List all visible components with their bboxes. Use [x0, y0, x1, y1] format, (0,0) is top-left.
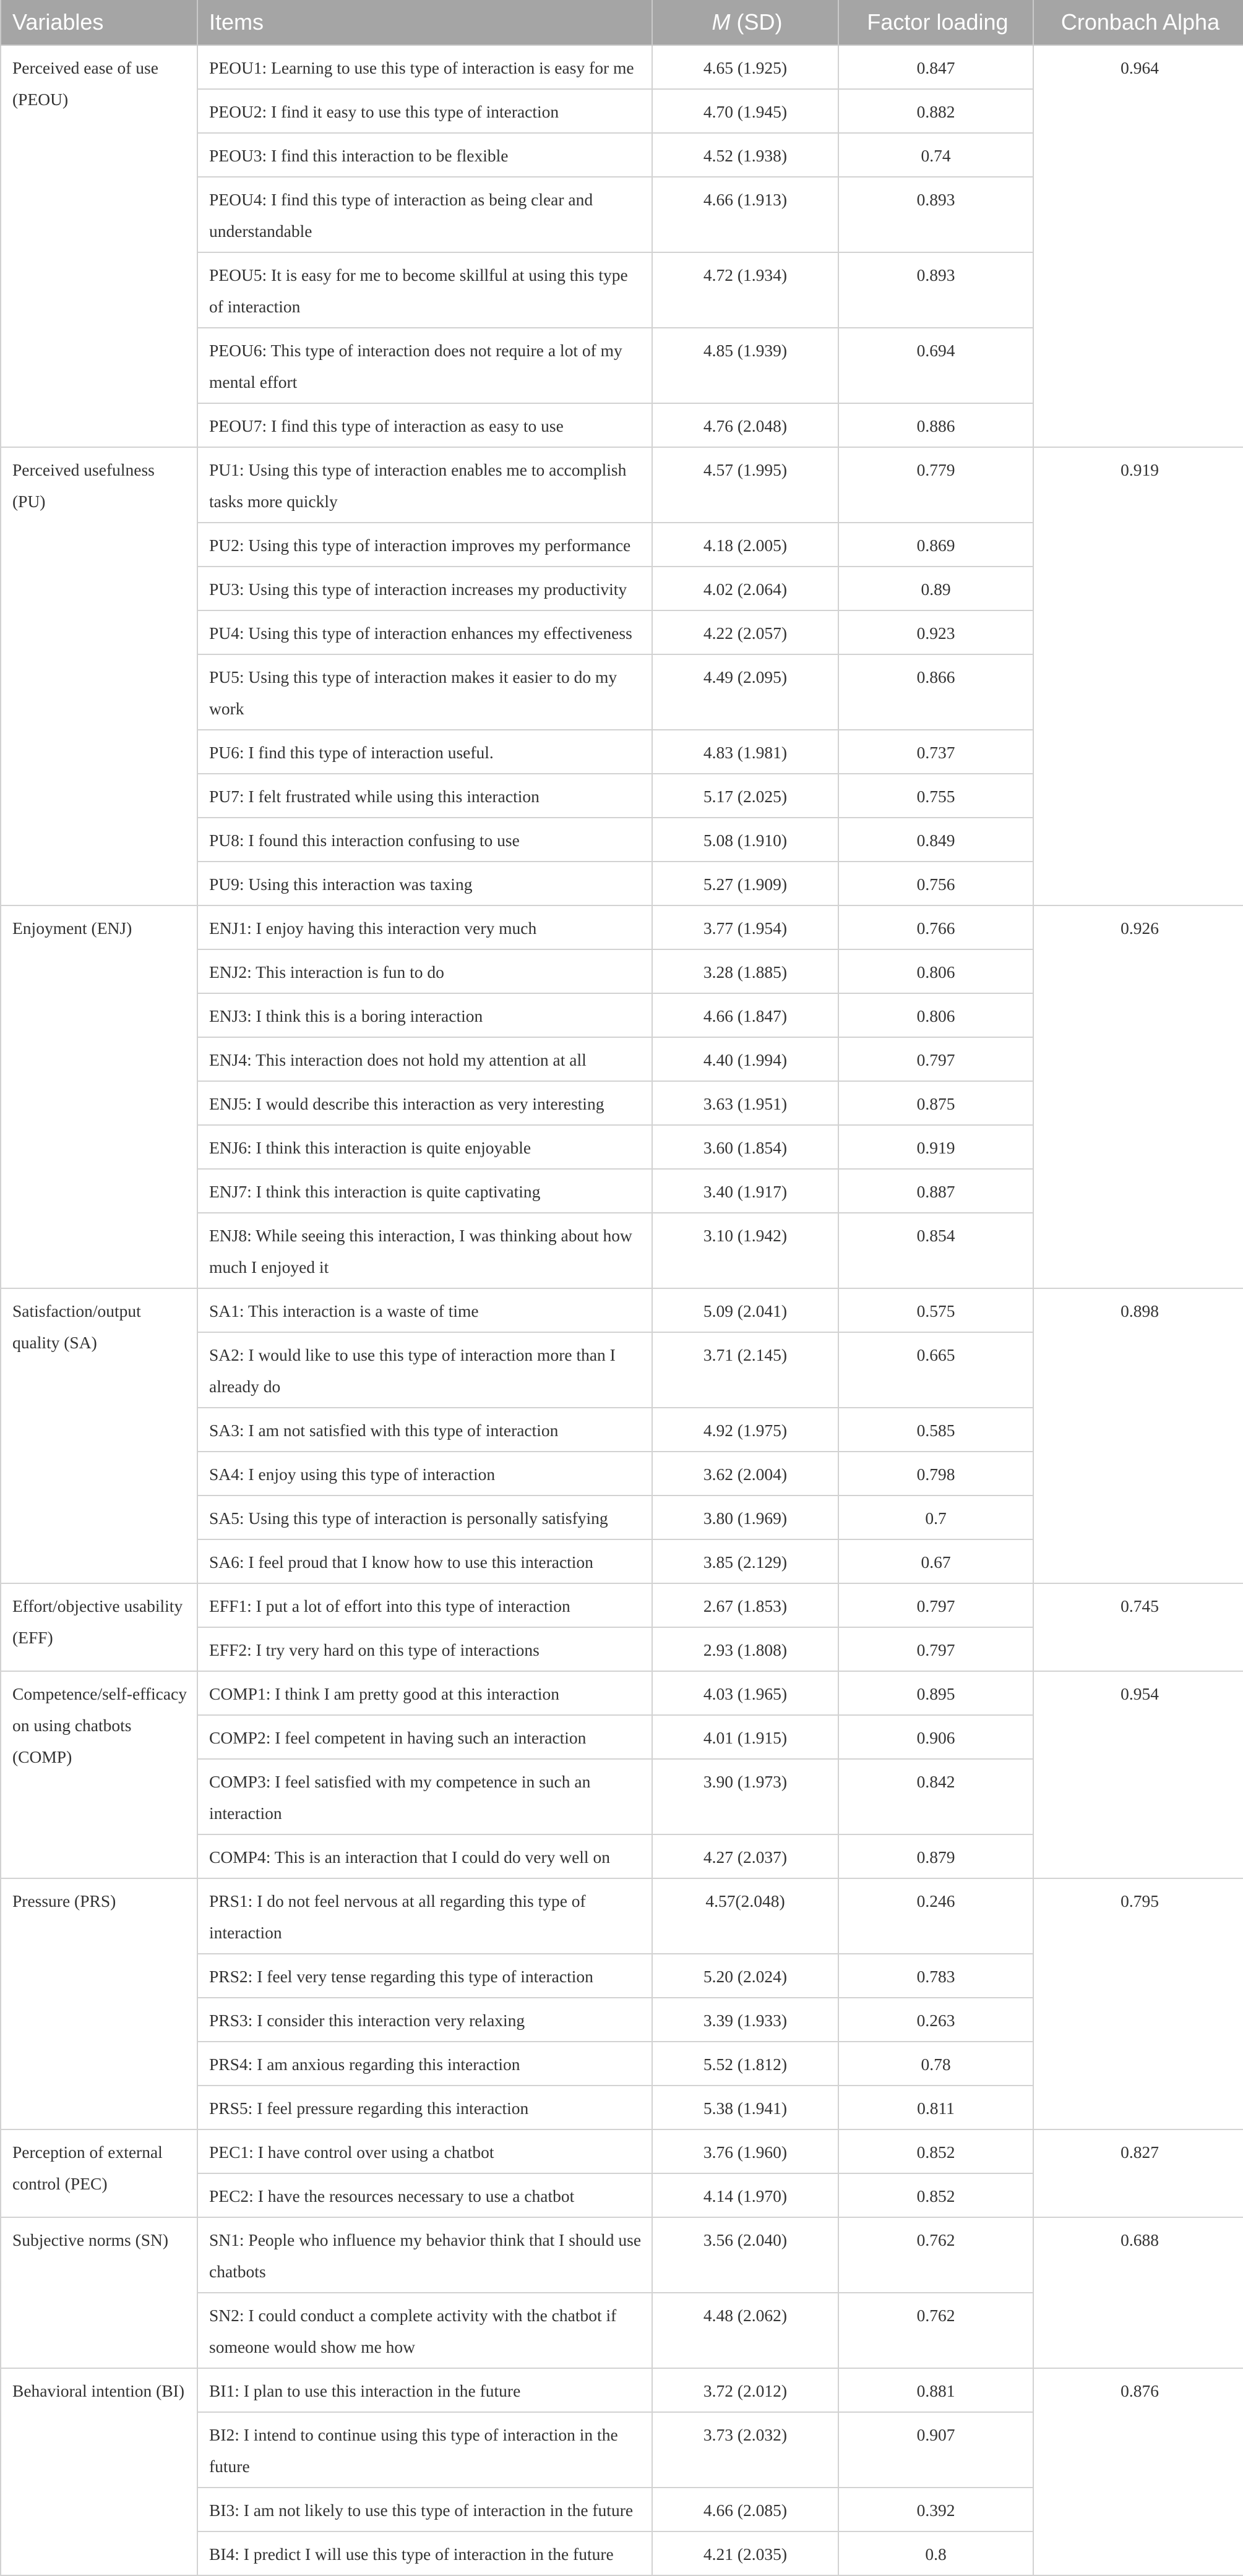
mean-sd-cell: 5.20 (2.024)	[652, 1954, 838, 1998]
item-cell: PRS3: I consider this interaction very relaxing	[197, 1998, 652, 2042]
item-cell: BI4: I predict I will use this type of interaction in the future	[197, 2531, 652, 2575]
mean-sd-cell: 3.90 (1.973)	[652, 1759, 838, 1834]
mean-sd-cell: 3.80 (1.969)	[652, 1496, 838, 1539]
factor-loading-cell: 0.866	[838, 654, 1033, 730]
item-cell: BI3: I am not likely to use this type of interaction in the future	[197, 2488, 652, 2531]
item-cell: PU1: Using this type of interaction enables me to accomplish tasks more quickly	[197, 447, 652, 523]
item-cell: COMP2: I feel competent in having such an interaction	[197, 1715, 652, 1759]
mean-sd-cell: 4.40 (1.994)	[652, 1037, 838, 1081]
item-cell: ENJ6: I think this interaction is quite enjoyable	[197, 1125, 652, 1169]
factor-loading-cell: 0.923	[838, 610, 1033, 654]
mean-sd-cell: 3.40 (1.917)	[652, 1169, 838, 1213]
table-row	[1, 2129, 1243, 2173]
mean-sd-cell: 4.65 (1.925)	[652, 45, 838, 89]
header-variables: Variables	[1, 0, 197, 45]
variable-cell: Subjective norms (SN)	[1, 2217, 197, 2368]
item-cell: PEOU2: I find it easy to use this type of interaction	[197, 89, 652, 133]
mean-sd-cell: 3.39 (1.933)	[652, 1998, 838, 2042]
mean-sd-cell: 4.66 (1.847)	[652, 993, 838, 1037]
mean-sd-cell: 3.60 (1.854)	[652, 1125, 838, 1169]
factor-loading-cell: 0.766	[838, 905, 1033, 949]
table-row	[1, 1583, 1243, 1627]
factor-loading-cell: 0.879	[838, 1834, 1033, 1878]
item-cell: PRS1: I do not feel nervous at all regarding this type of interaction	[197, 1878, 652, 1954]
table-header	[1, 0, 1243, 45]
cronbach-alpha-cell: 0.827	[1033, 2129, 1243, 2217]
factor-loading-cell: 0.575	[838, 1288, 1033, 1332]
cronbach-alpha-cell: 0.919	[1033, 447, 1243, 905]
factor-loading-cell: 0.694	[838, 328, 1033, 403]
factor-loading-cell: 0.893	[838, 252, 1033, 328]
cronbach-alpha-cell: 0.954	[1033, 1671, 1243, 1878]
factor-loading-cell: 0.7	[838, 1496, 1033, 1539]
factor-loading-cell: 0.665	[838, 1332, 1033, 1408]
cronbach-alpha-cell: 0.898	[1033, 1288, 1243, 1583]
item-cell: PEOU6: This type of interaction does not require a lot of my mental effort	[197, 328, 652, 403]
factor-loading-cell: 0.263	[838, 1998, 1033, 2042]
factor-loading-cell: 0.854	[838, 1213, 1033, 1288]
header-mean-symbol: M	[712, 9, 731, 35]
factor-loading-cell: 0.67	[838, 1539, 1033, 1583]
mean-sd-cell: 3.63 (1.951)	[652, 1081, 838, 1125]
factor-loading-cell: 0.895	[838, 1671, 1033, 1715]
mean-sd-cell: 4.83 (1.981)	[652, 730, 838, 774]
item-cell: SA5: Using this type of interaction is personally satisfying	[197, 1496, 652, 1539]
table-row	[1, 2217, 1243, 2293]
factor-loading-cell: 0.811	[838, 2086, 1033, 2129]
item-cell: PRS2: I feel very tense regarding this type of interaction	[197, 1954, 652, 1998]
mean-sd-cell: 4.48 (2.062)	[652, 2293, 838, 2368]
factor-loading-cell: 0.886	[838, 403, 1033, 447]
item-cell: BI2: I intend to continue using this type of interaction in the future	[197, 2412, 652, 2488]
mean-sd-cell: 4.14 (1.970)	[652, 2173, 838, 2217]
item-cell: PEOU5: It is easy for me to become skillful at using this type of interaction	[197, 252, 652, 328]
factor-loading-cell: 0.762	[838, 2293, 1033, 2368]
item-cell: PU8: I found this interaction confusing to use	[197, 818, 652, 862]
factor-loading-cell: 0.882	[838, 89, 1033, 133]
factor-loading-cell: 0.89	[838, 567, 1033, 610]
item-cell: ENJ7: I think this interaction is quite captivating	[197, 1169, 652, 1213]
variable-cell: Satisfaction/output quality (SA)	[1, 1288, 197, 1583]
item-cell: COMP3: I feel satisfied with my competence in such an interaction	[197, 1759, 652, 1834]
cronbach-alpha-cell: 0.745	[1033, 1583, 1243, 1671]
mean-sd-cell: 4.52 (1.938)	[652, 133, 838, 177]
table-row	[1, 1878, 1243, 1954]
item-cell: PU4: Using this type of interaction enhances my effectiveness	[197, 610, 652, 654]
header-items: Items	[197, 0, 652, 45]
factor-loading-cell: 0.78	[838, 2042, 1033, 2086]
table-row	[1, 1671, 1243, 1715]
mean-sd-cell: 4.57 (1.995)	[652, 447, 838, 523]
table-row	[1, 45, 1243, 89]
table-row	[1, 447, 1243, 523]
item-cell: PU2: Using this type of interaction improves my performance	[197, 523, 652, 567]
mean-sd-cell: 4.76 (2.048)	[652, 403, 838, 447]
mean-sd-cell: 4.22 (2.057)	[652, 610, 838, 654]
item-cell: ENJ1: I enjoy having this interaction very much	[197, 905, 652, 949]
header-factor-loading: Factor loading	[838, 0, 1033, 45]
factor-loading-cell: 0.893	[838, 177, 1033, 252]
header-row	[1, 0, 1243, 45]
factor-loading-cell: 0.755	[838, 774, 1033, 818]
mean-sd-cell: 4.85 (1.939)	[652, 328, 838, 403]
mean-sd-cell: 4.66 (1.913)	[652, 177, 838, 252]
variable-cell: Effort/objective usability (EFF)	[1, 1583, 197, 1671]
mean-sd-cell: 4.18 (2.005)	[652, 523, 838, 567]
factor-loading-cell: 0.797	[838, 1627, 1033, 1671]
item-cell: COMP1: I think I am pretty good at this interaction	[197, 1671, 652, 1715]
item-cell: SN1: People who influence my behavior think that I should use chatbots	[197, 2217, 652, 2293]
factor-loading-cell: 0.246	[838, 1878, 1033, 1954]
variable-cell: Pressure (PRS)	[1, 1878, 197, 2129]
mean-sd-cell: 3.85 (2.129)	[652, 1539, 838, 1583]
item-cell: SA3: I am not satisfied with this type of interaction	[197, 1408, 652, 1452]
factor-loading-cell: 0.847	[838, 45, 1033, 89]
factor-loading-cell: 0.779	[838, 447, 1033, 523]
factor-loading-cell: 0.875	[838, 1081, 1033, 1125]
mean-sd-cell: 5.17 (2.025)	[652, 774, 838, 818]
item-cell: ENJ5: I would describe this interaction as very interesting	[197, 1081, 652, 1125]
mean-sd-cell: 5.27 (1.909)	[652, 862, 838, 905]
mean-sd-cell: 5.38 (1.941)	[652, 2086, 838, 2129]
mean-sd-cell: 3.72 (2.012)	[652, 2368, 838, 2412]
mean-sd-cell: 4.49 (2.095)	[652, 654, 838, 730]
item-cell: PU6: I find this type of interaction useful.	[197, 730, 652, 774]
item-cell: PRS5: I feel pressure regarding this interaction	[197, 2086, 652, 2129]
factor-loading-cell: 0.797	[838, 1583, 1033, 1627]
item-cell: PEOU7: I find this type of interaction as easy to use	[197, 403, 652, 447]
item-cell: PEC1: I have control over using a chatbot	[197, 2129, 652, 2173]
table-body	[1, 45, 1243, 2575]
variable-cell: Perceived usefulness (PU)	[1, 447, 197, 905]
variable-cell: Enjoyment (ENJ)	[1, 905, 197, 1288]
table-row	[1, 2368, 1243, 2412]
mean-sd-cell: 2.93 (1.808)	[652, 1627, 838, 1671]
mean-sd-cell: 5.09 (2.041)	[652, 1288, 838, 1332]
table-row	[1, 1288, 1243, 1332]
factor-loading-cell: 0.852	[838, 2129, 1033, 2173]
cronbach-alpha-cell: 0.964	[1033, 45, 1243, 447]
factor-loading-cell: 0.797	[838, 1037, 1033, 1081]
item-cell: PRS4: I am anxious regarding this interaction	[197, 2042, 652, 2086]
item-cell: ENJ2: This interaction is fun to do	[197, 949, 652, 993]
mean-sd-cell: 3.56 (2.040)	[652, 2217, 838, 2293]
variable-cell: Behavioral intention (BI)	[1, 2368, 197, 2575]
item-cell: PU5: Using this type of interaction makes it easier to do my work	[197, 654, 652, 730]
mean-sd-cell: 3.28 (1.885)	[652, 949, 838, 993]
factor-loading-cell: 0.849	[838, 818, 1033, 862]
mean-sd-cell: 3.62 (2.004)	[652, 1452, 838, 1496]
cronbach-alpha-cell: 0.876	[1033, 2368, 1243, 2575]
item-cell: SA1: This interaction is a waste of time	[197, 1288, 652, 1332]
item-cell: BI1: I plan to use this interaction in the future	[197, 2368, 652, 2412]
factor-loading-cell: 0.783	[838, 1954, 1033, 1998]
factor-loading-cell: 0.852	[838, 2173, 1033, 2217]
header-mean-sd	[652, 0, 838, 45]
mean-sd-cell: 3.10 (1.942)	[652, 1213, 838, 1288]
factor-loading-cell: 0.869	[838, 523, 1033, 567]
mean-sd-cell: 4.70 (1.945)	[652, 89, 838, 133]
mean-sd-cell: 4.27 (2.037)	[652, 1834, 838, 1878]
item-cell: COMP4: This is an interaction that I could do very well on	[197, 1834, 652, 1878]
item-cell: PEOU1: Learning to use this type of interaction is easy for me	[197, 45, 652, 89]
factor-loading-cell: 0.737	[838, 730, 1033, 774]
mean-sd-cell: 5.52 (1.812)	[652, 2042, 838, 2086]
item-cell: SA6: I feel proud that I know how to use this interaction	[197, 1539, 652, 1583]
mean-sd-cell: 4.66 (2.085)	[652, 2488, 838, 2531]
mean-sd-cell: 5.08 (1.910)	[652, 818, 838, 862]
header-sd-label: (SD)	[730, 9, 783, 35]
factor-loading-cell: 0.907	[838, 2412, 1033, 2488]
factor-loading-cell: 0.8	[838, 2531, 1033, 2575]
item-cell: PEC2: I have the resources necessary to use a chatbot	[197, 2173, 652, 2217]
mean-sd-cell: 4.92 (1.975)	[652, 1408, 838, 1452]
mean-sd-cell: 4.57(2.048)	[652, 1878, 838, 1954]
mean-sd-cell: 4.21 (2.035)	[652, 2531, 838, 2575]
factor-loading-cell: 0.392	[838, 2488, 1033, 2531]
mean-sd-cell: 3.71 (2.145)	[652, 1332, 838, 1408]
factor-loading-cell: 0.842	[838, 1759, 1033, 1834]
factor-loading-cell: 0.919	[838, 1125, 1033, 1169]
mean-sd-cell: 3.76 (1.960)	[652, 2129, 838, 2173]
item-cell: ENJ4: This interaction does not hold my attention at all	[197, 1037, 652, 1081]
header-cronbach-alpha: Cronbach Alpha	[1033, 0, 1243, 45]
table-row	[1, 905, 1243, 949]
cronbach-alpha-cell: 0.688	[1033, 2217, 1243, 2368]
item-cell: PEOU3: I find this interaction to be flexible	[197, 133, 652, 177]
cronbach-alpha-cell: 0.795	[1033, 1878, 1243, 2129]
item-cell: PEOU4: I find this type of interaction as being clear and understandable	[197, 177, 652, 252]
factor-loading-cell: 0.762	[838, 2217, 1033, 2293]
variable-cell: Perceived ease of use (PEOU)	[1, 45, 197, 447]
factor-loading-cell: 0.798	[838, 1452, 1033, 1496]
item-cell: SA2: I would like to use this type of interaction more than I already do	[197, 1332, 652, 1408]
variable-cell: Perception of external control (PEC)	[1, 2129, 197, 2217]
mean-sd-cell: 3.77 (1.954)	[652, 905, 838, 949]
mean-sd-cell: 4.01 (1.915)	[652, 1715, 838, 1759]
factor-loading-cell: 0.881	[838, 2368, 1033, 2412]
item-cell: SA4: I enjoy using this type of interaction	[197, 1452, 652, 1496]
factor-loading-cell: 0.806	[838, 949, 1033, 993]
item-cell: PU3: Using this type of interaction increases my productivity	[197, 567, 652, 610]
factor-loading-cell: 0.887	[838, 1169, 1033, 1213]
mean-sd-cell: 4.72 (1.934)	[652, 252, 838, 328]
mean-sd-cell: 3.73 (2.032)	[652, 2412, 838, 2488]
mean-sd-cell: 4.03 (1.965)	[652, 1671, 838, 1715]
factor-loading-cell: 0.756	[838, 862, 1033, 905]
item-cell: SN2: I could conduct a complete activity with the chatbot if someone would show me how	[197, 2293, 652, 2368]
cronbach-alpha-cell: 0.926	[1033, 905, 1243, 1288]
item-cell: PU9: Using this interaction was taxing	[197, 862, 652, 905]
mean-sd-cell: 4.02 (2.064)	[652, 567, 838, 610]
mean-sd-cell: 2.67 (1.853)	[652, 1583, 838, 1627]
item-cell: EFF1: I put a lot of effort into this type of interaction	[197, 1583, 652, 1627]
factor-loading-cell: 0.806	[838, 993, 1033, 1037]
factor-loading-cell: 0.585	[838, 1408, 1033, 1452]
factor-loading-cell: 0.906	[838, 1715, 1033, 1759]
item-cell: ENJ8: While seeing this interaction, I was thinking about how much I enjoyed it	[197, 1213, 652, 1288]
item-cell: ENJ3: I think this is a boring interaction	[197, 993, 652, 1037]
item-cell: EFF2: I try very hard on this type of interactions	[197, 1627, 652, 1671]
variable-cell: Competence/self-efficacy on using chatbots (COMP)	[1, 1671, 197, 1878]
item-cell: PU7: I felt frustrated while using this interaction	[197, 774, 652, 818]
factor-loading-cell: 0.74	[838, 133, 1033, 177]
